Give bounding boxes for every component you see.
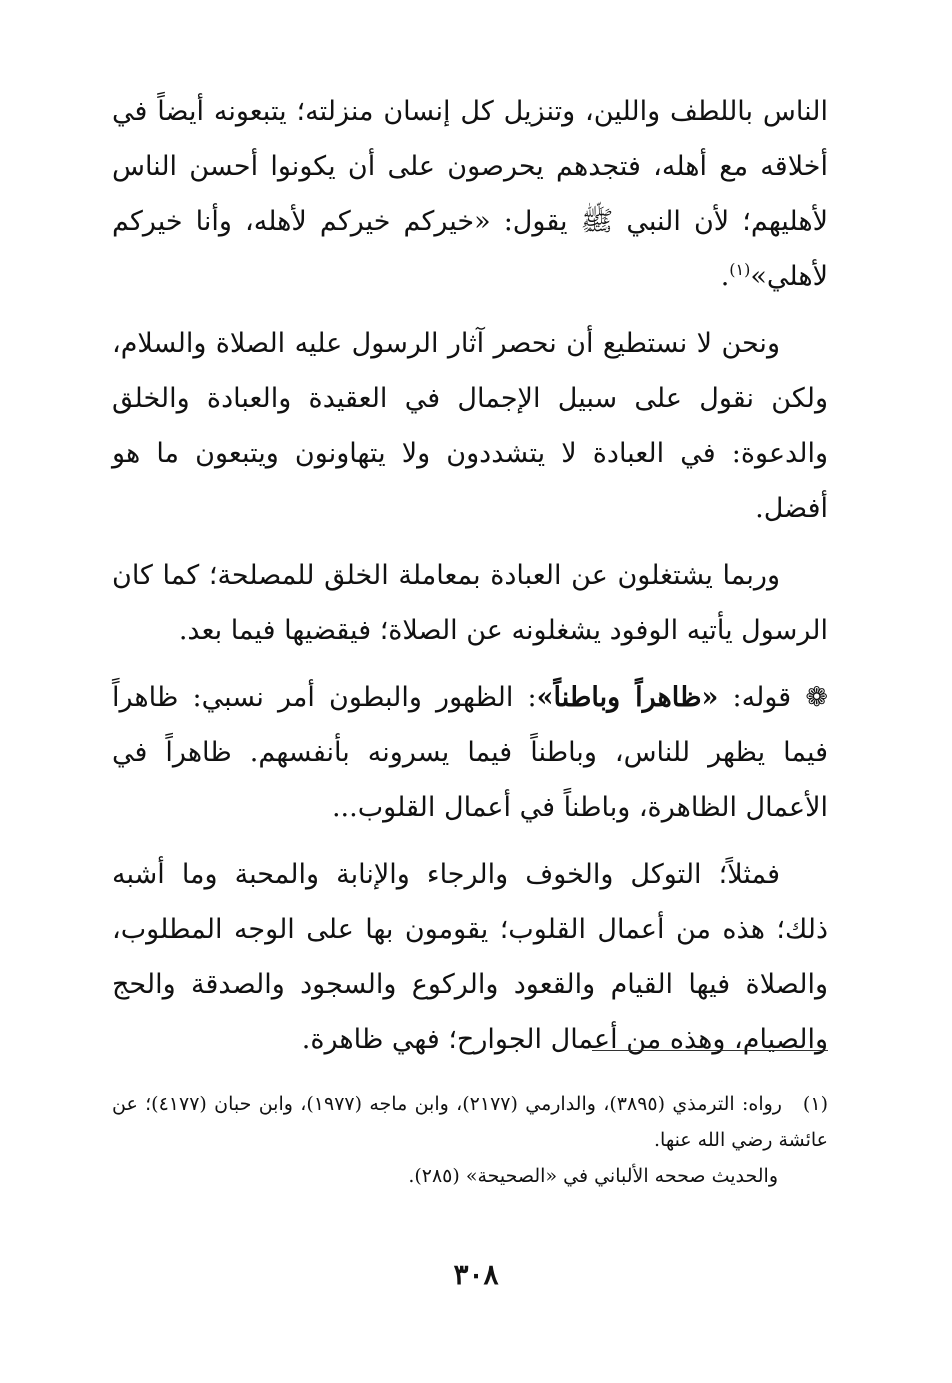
page-number: ٣٠٨ [453,1258,499,1291]
paragraph-5-text: فمثلاً؛ التوكل والخوف والرجاء والإنابة والمحبة وما أشبه ذلك؛ هذه من أعمال القلوب؛ يقومون بها على الوجه المطلوب، والصلاة فيها القيام والقعود والركوع والسجود والصدقة والحج والصيام، وهذه من أعمال الجوارح؛ فهي ظاهرة. [112,859,828,1055]
commentary-prefix: ❁ قوله: [718,682,828,713]
quoted-phrase: «ظاهراً وباطناً» [536,682,719,713]
footnote-1-note-text: والحديث صححه الألباني في «الصحيحة» (٢٨٥). [408,1165,778,1187]
footnote-divider [592,1050,828,1051]
paragraph-1-text: الناس باللطف واللين، وتنزيل كل إنسان منزلته؛ يتبعونه أيضاً في أخلاقه مع أهله، فتجدهم يحرصون على أن يكونوا أحسن الناس لأهليهم؛ لأن النبي ﷺ يقول: «خيركم خيركم لأهله، وأنا خيركم لأهلي» [112,96,828,292]
paragraph-2-text: ونحن لا نستطيع أن نحصر آثار الرسول عليه الصلاة والسلام، ولكن نقول على سبيل الإجمال في العقيدة والعبادة والخلق والدعوة: في العبادة لا يتشددون ولا يتهاونون ويتبعون ما هو أفضل. [112,328,828,524]
paragraph-1 [112,84,828,304]
footnote-1 [112,1086,828,1158]
paragraph-4-text: : الظهور والبطون أمر نسبي: ظاهراً فيما يظهر للناس، وباطناً فيما يسرونه بأنفسهم. ظاهراً في الأعمال الظاهرة، وباطناً في أعمال القلوب... [112,682,828,823]
paragraph-2 [112,316,828,536]
body-text [112,84,828,1067]
footnote-1-text: رواه: الترمذي (٣٨٩٥)، والدارمي (٢١٧٧)، وابن ماجه (١٩٧٧)، وابن حبان (٤١٧٧)؛ عن عائشة رضي الله عنها. [112,1093,828,1151]
paragraph-4 [112,670,828,835]
footnote-number: (١) [802,1093,828,1115]
footnote-1-note [112,1158,828,1194]
footnote-reference[interactable]: (١) [729,260,751,279]
paragraph-5 [112,847,828,1067]
paragraph-3 [112,548,828,658]
paragraph-1-tail: . [720,261,730,292]
footnotes [112,1086,828,1194]
paragraph-3-text: وربما يشتغلون عن العبادة بمعاملة الخلق للمصلحة؛ كما كان الرسول يأتيه الوفود يشغلونه عن الصلاة؛ فيقضيها فيما بعد. [112,560,828,646]
